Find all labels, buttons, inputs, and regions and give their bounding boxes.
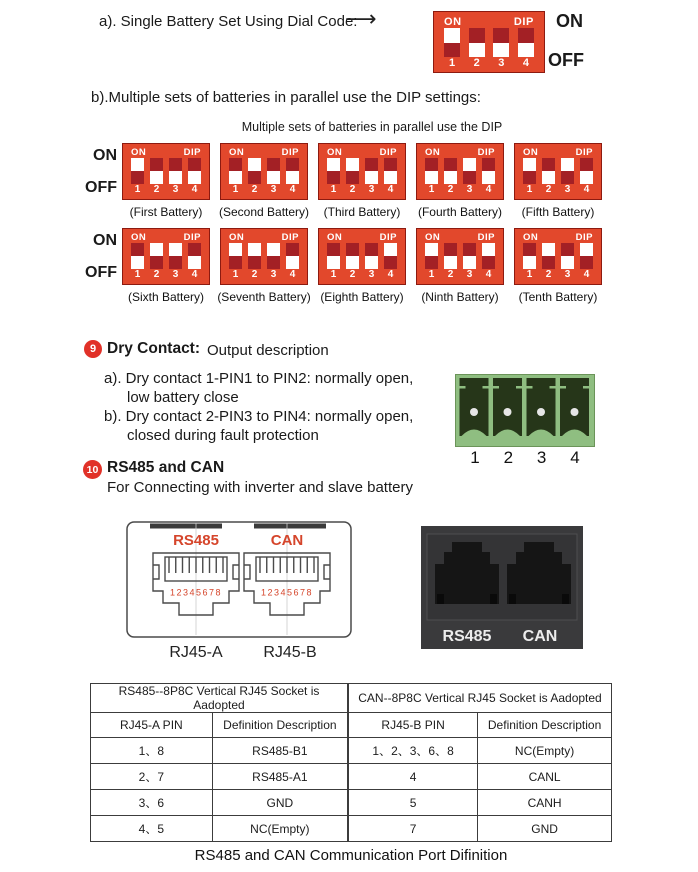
dip-pin-number: 2 — [349, 269, 356, 280]
dip-pin-number: 4 — [191, 184, 198, 195]
dip-grid-row-2 — [122, 228, 602, 304]
dip-pin-number: 3 — [498, 57, 505, 69]
dip-knob — [444, 256, 457, 269]
dip-lever-1 — [131, 158, 144, 184]
dip-knob — [346, 256, 359, 269]
dip-pin-number: 4 — [583, 269, 590, 280]
dip-knob — [286, 171, 299, 184]
dip-dip-label: DIP — [379, 232, 397, 243]
dip-lever-4 — [518, 28, 534, 57]
dip-knob — [169, 243, 182, 256]
dip-lever-2 — [346, 158, 359, 184]
photo-can-label: CAN — [522, 628, 558, 645]
dip-pin-number: 4 — [289, 269, 296, 280]
dip-knob — [523, 256, 536, 269]
dip-lever-2 — [469, 28, 485, 57]
dip-pin-number: 3 — [172, 184, 179, 195]
dip-pin-number: 2 — [545, 184, 552, 195]
dip-dip-label: DIP — [281, 147, 299, 158]
section-a-label: a). Single Battery Set Using Dial Code: — [99, 13, 358, 30]
battery-caption: (Third Battery) — [323, 205, 401, 219]
table-row — [91, 738, 612, 764]
dip-pin-number: 4 — [522, 57, 530, 69]
dip-pin-number: 3 — [466, 269, 473, 280]
dip-knob — [482, 243, 495, 256]
single-battery-dip-switch — [433, 11, 545, 73]
dip-pin-number: 3 — [564, 184, 571, 195]
dip-knob — [561, 158, 574, 171]
dip-switch — [514, 143, 602, 200]
dip-knob — [463, 256, 476, 269]
dip-lever-3 — [493, 28, 509, 57]
dip-knob — [267, 243, 280, 256]
dip-lever-1 — [523, 243, 536, 269]
dip-dip-label: DIP — [575, 147, 593, 158]
dip-knob — [327, 158, 340, 171]
dip-dip-label: DIP — [281, 232, 299, 243]
col-header-rj45b-pin: RJ45-B PIN — [348, 713, 478, 738]
photo-rs485-label: RS485 — [442, 628, 492, 645]
dip-knob — [150, 243, 163, 256]
dip-dip-label: DIP — [477, 147, 495, 158]
row1-off-label: OFF — [85, 179, 117, 196]
dip-pin-number: 4 — [583, 184, 590, 195]
dip-dip-label: DIP — [477, 232, 495, 243]
table-cell: 2、7 — [91, 764, 213, 790]
dip-lever-2 — [542, 243, 555, 269]
dip-pin-number: 1 — [526, 269, 533, 280]
dip-lever-4 — [580, 158, 593, 184]
dip-pin-number: 1 — [330, 269, 337, 280]
dip-lever-2 — [150, 243, 163, 269]
dip-lever-3 — [561, 243, 574, 269]
terminal-pin-numbers — [455, 448, 595, 468]
dip-lever-1 — [229, 158, 242, 184]
dip-pin-number: 1 — [526, 184, 533, 195]
dip-pin-number: 2 — [473, 57, 480, 69]
dip-pin-number: 2 — [447, 269, 454, 280]
dip-pin-number: 4 — [191, 269, 198, 280]
dip-on-label: ON — [425, 147, 441, 158]
dip-knob — [188, 256, 201, 269]
dip-pin-number: 3 — [564, 269, 571, 280]
dip-lever-2 — [444, 243, 457, 269]
dip-dip-label: DIP — [575, 232, 593, 243]
can-group-header: CAN--8P8C Vertical RJ45 Socket is Aadopted — [348, 684, 612, 713]
dip-knob — [131, 158, 144, 171]
rj45-a-pin-numbers: 12345678 — [169, 587, 223, 598]
dip-pin-number: 2 — [251, 184, 258, 195]
table-cell: CANH — [478, 790, 612, 816]
dip-lever-3 — [365, 158, 378, 184]
ports-photo — [421, 526, 583, 649]
dip-dip-label: DIP — [183, 232, 201, 243]
dip-dip-label: DIP — [513, 16, 534, 28]
dip-knob — [482, 171, 495, 184]
section-10-badge: 10 — [83, 460, 102, 479]
dip-knob — [523, 158, 536, 171]
dip-on-label: ON — [327, 147, 343, 158]
dip-lever-2 — [248, 158, 261, 184]
rj45-diagram — [126, 521, 352, 638]
table-cell: 3、6 — [91, 790, 213, 816]
dip-lever-2 — [542, 158, 555, 184]
dip-knob — [580, 243, 593, 256]
dip-pin-number: 4 — [289, 184, 296, 195]
dip-lever-1 — [327, 243, 340, 269]
dip-knob — [384, 243, 397, 256]
table-group-header-row — [91, 684, 612, 713]
dip-knob — [169, 171, 182, 184]
dip-knob — [365, 256, 378, 269]
dip-knob — [425, 243, 438, 256]
table-row — [91, 816, 612, 842]
dip-on-label: ON — [131, 147, 147, 158]
dip-lever-2 — [346, 243, 359, 269]
rj45-b-pin-numbers: 12345678 — [260, 587, 314, 598]
dip-pin-number: 2 — [545, 269, 552, 280]
table-cell: 1、8 — [91, 738, 213, 764]
dip-dip-label: DIP — [183, 147, 201, 158]
dip-pin-number: 3 — [368, 269, 375, 280]
dry-contact-title: Dry Contact: — [107, 340, 201, 357]
dip-knob — [188, 171, 201, 184]
dry-contact-subtitle: Output description — [207, 342, 329, 359]
table-cell: GND — [478, 816, 612, 842]
table-cell: 5 — [348, 790, 478, 816]
dry-contact-item-b: b). Dry contact 2-PIN3 to PIN4: normally open, — [104, 408, 414, 425]
table-cell: RS485-A1 — [212, 764, 348, 790]
col-header-rj45a-pin: RJ45-A PIN — [91, 713, 213, 738]
dip-switch — [220, 143, 308, 200]
dip-knob — [580, 171, 593, 184]
dip-pin-number: 2 — [349, 184, 356, 195]
dry-contact-item-a2: low battery close — [127, 389, 239, 406]
dip-battery-8 — [318, 228, 406, 304]
dip-lever-4 — [384, 243, 397, 269]
dip-knob — [131, 256, 144, 269]
dip-pin-number: 1 — [232, 269, 239, 280]
dip-battery-10 — [514, 228, 602, 304]
port-definition-table — [90, 683, 612, 842]
dip-knob — [542, 171, 555, 184]
col-header-definition-a: Definition Description — [212, 713, 348, 738]
dip-grid-title: Multiple sets of batteries in parallel use the DIP — [241, 120, 503, 134]
dip-switch — [122, 143, 210, 200]
dip-lever-2 — [444, 158, 457, 184]
dip-pin-number: 2 — [153, 184, 160, 195]
dip-grid-row-1 — [122, 143, 602, 219]
dip-on-label: ON — [523, 232, 539, 243]
dip-dip-label: DIP — [379, 147, 397, 158]
dip-pin-number: 1 — [134, 269, 141, 280]
dip-pin-number: 3 — [270, 184, 277, 195]
off-position-label: OFF — [548, 50, 584, 70]
table-cell: 7 — [348, 816, 478, 842]
dip-knob — [425, 171, 438, 184]
dip-battery-7 — [217, 228, 311, 304]
dip-on-label: ON — [425, 232, 441, 243]
terminal-pin-number: 1 — [470, 448, 480, 467]
battery-caption: (Sixth Battery) — [127, 290, 205, 304]
dip-knob — [248, 243, 261, 256]
dip-lever-2 — [248, 243, 261, 269]
battery-caption: (First Battery) — [129, 205, 203, 219]
dip-lever-4 — [188, 243, 201, 269]
table-cell: RS485-B1 — [212, 738, 348, 764]
table-row — [91, 790, 612, 816]
dip-knob — [384, 171, 397, 184]
battery-caption: (Tenth Battery) — [518, 290, 598, 304]
battery-caption: (Fifth Battery) — [521, 205, 595, 219]
table-cell: NC(Empty) — [478, 738, 612, 764]
dip-on-label: ON — [131, 232, 147, 243]
dip-lever-1 — [229, 243, 242, 269]
rs485-port-label: RS485 — [173, 532, 219, 549]
dip-knob — [267, 171, 280, 184]
dip-pin-number: 2 — [153, 269, 160, 280]
dip-pin-number: 1 — [428, 269, 435, 280]
dip-pin-number: 4 — [485, 184, 492, 195]
table-cell: NC(Empty) — [212, 816, 348, 842]
dip-on-label: ON — [327, 232, 343, 243]
dip-switch — [416, 228, 504, 285]
dip-lever-4 — [286, 158, 299, 184]
row1-on-label: ON — [93, 147, 117, 164]
right-arrow-icon: ⟶ — [345, 6, 377, 31]
dry-contact-item-b2: closed during fault protection — [127, 427, 319, 444]
dip-knob — [444, 171, 457, 184]
table-column-header-row — [91, 713, 612, 738]
dip-lever-4 — [482, 158, 495, 184]
dip-battery-2 — [220, 143, 308, 219]
dip-knob — [327, 256, 340, 269]
battery-caption: (Seventh Battery) — [217, 290, 311, 304]
table-cell: 1、2、3、6、8 — [348, 738, 478, 764]
dip-lever-4 — [286, 243, 299, 269]
dry-contact-terminal-image — [455, 374, 595, 447]
row2-off-label: OFF — [85, 264, 117, 281]
section-b-label: b).Multiple sets of batteries in parallel use the DIP settings: — [91, 89, 481, 106]
dip-switch — [433, 11, 545, 73]
rs485-can-title: RS485 and CAN — [107, 459, 225, 476]
table-cell: CANL — [478, 764, 612, 790]
table-cell: 4 — [348, 764, 478, 790]
dip-battery-5 — [514, 143, 602, 219]
dip-pin-number: 4 — [387, 184, 394, 195]
dip-knob — [518, 43, 534, 58]
dip-lever-4 — [580, 243, 593, 269]
dip-pin-number: 1 — [448, 57, 456, 69]
dip-lever-4 — [188, 158, 201, 184]
dip-pin-number: 3 — [368, 184, 375, 195]
rs485-can-subtitle: For Connecting with inverter and slave battery — [107, 479, 413, 496]
table-caption: RS485 and CAN Communication Port Difinition — [194, 847, 508, 864]
dip-pin-number: 2 — [447, 184, 454, 195]
dip-battery-9 — [416, 228, 504, 304]
dip-knob — [286, 256, 299, 269]
dip-knob — [444, 28, 460, 43]
dip-battery-4 — [416, 143, 504, 219]
dip-switch — [514, 228, 602, 285]
dip-lever-4 — [384, 158, 397, 184]
terminal-pin-number: 4 — [570, 448, 580, 467]
dip-battery-3 — [318, 143, 406, 219]
table-cell: GND — [212, 790, 348, 816]
dip-on-label: ON — [444, 16, 462, 28]
dip-lever-3 — [463, 243, 476, 269]
dip-lever-3 — [267, 158, 280, 184]
dip-pin-number: 1 — [330, 184, 337, 195]
dip-switch — [416, 143, 504, 200]
dip-lever-1 — [425, 243, 438, 269]
dip-lever-3 — [463, 158, 476, 184]
dip-knob — [365, 171, 378, 184]
dip-lever-1 — [444, 28, 460, 57]
can-port-label: CAN — [270, 532, 304, 549]
terminal-pin-number: 2 — [503, 448, 514, 467]
dip-battery-1 — [122, 143, 210, 219]
dip-on-label: ON — [229, 232, 245, 243]
table-row — [91, 764, 612, 790]
dip-lever-1 — [425, 158, 438, 184]
dip-lever-1 — [131, 243, 144, 269]
battery-caption: (Eighth Battery) — [320, 290, 404, 304]
dip-lever-3 — [561, 158, 574, 184]
col-header-definition-b: Definition Description — [478, 713, 612, 738]
dip-switch — [318, 228, 406, 285]
dip-lever-2 — [150, 158, 163, 184]
dip-battery-6 — [122, 228, 210, 304]
dip-knob — [346, 158, 359, 171]
dip-switch — [220, 228, 308, 285]
dip-knob — [542, 243, 555, 256]
dip-lever-3 — [365, 243, 378, 269]
dip-knob — [248, 158, 261, 171]
dip-on-label: ON — [229, 147, 245, 158]
battery-caption: (Ninth Battery) — [421, 290, 499, 304]
dip-pin-number: 3 — [172, 269, 179, 280]
rj45-b-caption: RJ45-B — [263, 644, 317, 661]
dry-contact-item-a: a). Dry contact 1-PIN1 to PIN2: normally open, — [104, 370, 414, 387]
terminal-pin-number: 3 — [536, 448, 547, 467]
dip-knob — [561, 256, 574, 269]
dip-lever-1 — [523, 158, 536, 184]
dip-switch — [318, 143, 406, 200]
dip-knob — [229, 171, 242, 184]
row2-on-label: ON — [93, 232, 117, 249]
dip-pin-number: 1 — [232, 184, 239, 195]
section-9-badge: 9 — [84, 340, 102, 358]
dip-lever-4 — [482, 243, 495, 269]
dip-lever-3 — [267, 243, 280, 269]
dip-knob — [493, 43, 509, 58]
dip-lever-3 — [169, 158, 182, 184]
dip-switch — [122, 228, 210, 285]
on-position-label: ON — [556, 11, 583, 31]
dip-pin-number: 4 — [387, 269, 394, 280]
battery-caption: (Second Battery) — [218, 205, 310, 219]
dip-pin-number: 2 — [251, 269, 258, 280]
battery-caption: (Fourth Battery) — [417, 205, 503, 219]
dip-pin-number: 1 — [134, 184, 141, 195]
dip-pin-number: 3 — [466, 184, 473, 195]
dip-pin-number: 4 — [485, 269, 492, 280]
dip-knob — [229, 243, 242, 256]
dip-lever-3 — [169, 243, 182, 269]
dip-pin-number: 3 — [270, 269, 277, 280]
rs485-group-header: RS485--8P8C Vertical RJ45 Socket is Aadopted — [91, 684, 348, 713]
dip-knob — [150, 171, 163, 184]
rj45-a-caption: RJ45-A — [169, 644, 223, 661]
dip-lever-1 — [327, 158, 340, 184]
table-cell: 4、5 — [91, 816, 213, 842]
dip-on-label: ON — [523, 147, 539, 158]
dip-knob — [463, 158, 476, 171]
dip-knob — [469, 43, 485, 58]
dip-pin-number: 1 — [428, 184, 435, 195]
